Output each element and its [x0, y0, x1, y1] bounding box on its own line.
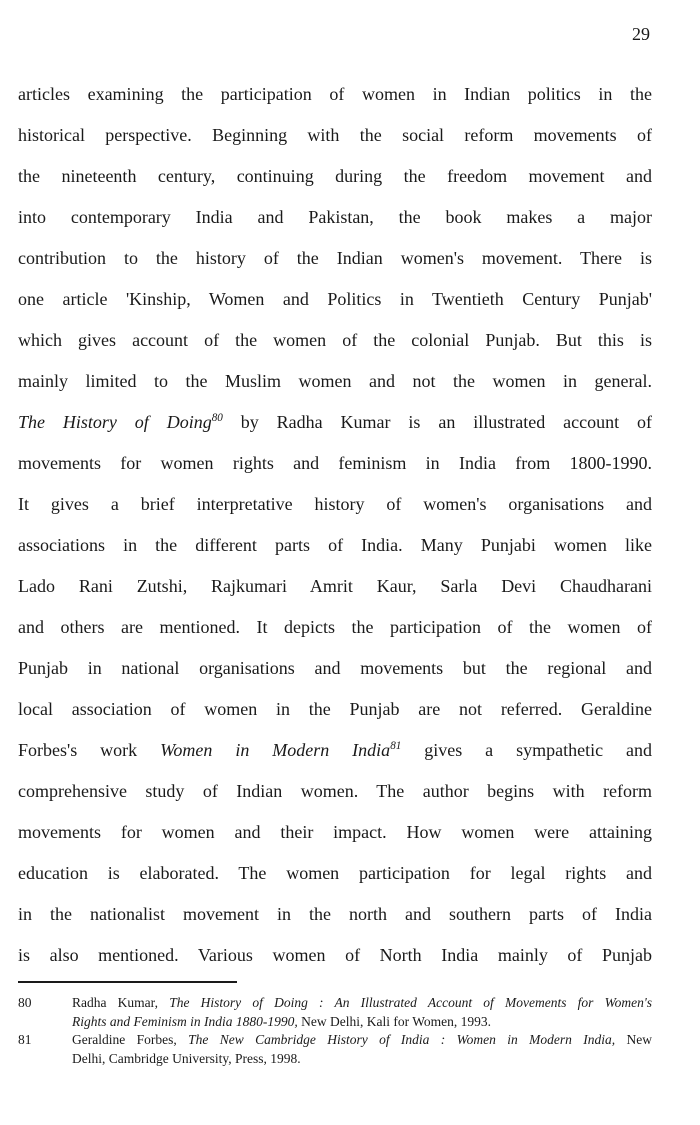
text-segment: mainly limited to the Muslim women and not the women in general.: [18, 371, 652, 391]
footnote-text: [72, 1031, 652, 1068]
text-line: [18, 115, 652, 156]
footnote: [18, 994, 652, 1031]
book-title: Rights and Feminism in India 1880-1990,: [72, 1013, 298, 1029]
text-line: [18, 156, 652, 197]
text-line: [18, 484, 652, 525]
footnote-number: 81: [18, 1032, 32, 1047]
text-segment: historical perspective. Beginning with the social reform movements of: [18, 125, 652, 145]
text-segment: Delhi, Cambridge University, Press, 1998.: [72, 1050, 301, 1066]
footnote-line: [72, 1031, 652, 1050]
text-segment: associations in the different parts of India. Many Punjabi women like: [18, 535, 652, 555]
footnote-line: [72, 1050, 652, 1069]
text-segment: in the nationalist movement in the north and southern parts of India: [18, 904, 652, 924]
text-segment: New: [615, 1032, 652, 1047]
text-segment: Punjab in national organisations and movements but the regional and: [18, 658, 652, 678]
text-segment: Forbes's work: [18, 740, 161, 760]
text-segment: the nineteenth century, continuing during the freedom movement and: [18, 166, 652, 186]
text-line: [18, 566, 652, 607]
book-title: Women in Modern India: [160, 740, 391, 760]
text-line: [18, 74, 652, 115]
text-line: [18, 402, 652, 443]
body-text: [18, 74, 652, 976]
text-line: [18, 443, 652, 484]
footnote-line: [72, 1013, 652, 1032]
footnote-text: [72, 994, 652, 1031]
text-line: [18, 894, 652, 935]
text-segment: local association of women in the Punjab are not referred. Geraldine: [18, 699, 652, 719]
text-segment: contribution to the history of the Indian women's movement. There is: [18, 248, 652, 268]
text-line: [18, 197, 652, 238]
text-segment: movements for women rights and feminism in India from 1800-1990.: [18, 453, 652, 473]
text-line: [18, 689, 652, 730]
text-line: [18, 525, 652, 566]
text-line: [18, 853, 652, 894]
footnote-line: [72, 994, 652, 1013]
text-segment: articles examining the participation of women in Indian politics in the: [18, 84, 652, 104]
text-segment: It gives a brief interpretative history of women's organisations and: [18, 494, 652, 514]
footnote-marker: 81: [390, 740, 402, 752]
book-title: The History of Doing: [18, 412, 212, 432]
text-line: [18, 648, 652, 689]
footnote: [18, 1031, 652, 1068]
text-line: [18, 279, 652, 320]
text-segment: movements for women and their impact. How women were attaining: [18, 822, 652, 842]
page-number: 29: [632, 24, 650, 44]
text-line: [18, 935, 652, 976]
footnote-separator: [18, 981, 237, 983]
text-segment: Geraldine Forbes,: [72, 1032, 189, 1047]
text-segment: gives a sympathetic and: [401, 740, 652, 760]
text-segment: Lado Rani Zutshi, Rajkumari Amrit Kaur, Sarla Devi Chaudharani: [18, 576, 652, 596]
text-line: [18, 730, 652, 771]
footnote-marker: 80: [211, 412, 223, 424]
book-title: The New Cambridge History of India : Women in Modern India,: [188, 1032, 616, 1047]
text-segment: by Radha Kumar is an illustrated account of: [222, 412, 652, 432]
text-segment: into contemporary India and Pakistan, the book makes a major: [18, 207, 652, 227]
text-segment: New Delhi, Kali for Women, 1993.: [297, 1013, 492, 1029]
footnotes-section: [18, 994, 652, 1068]
text-segment: and others are mentioned. It depicts the participation of the women of: [18, 617, 652, 637]
text-line: [18, 607, 652, 648]
text-line: [18, 361, 652, 402]
text-segment: Radha Kumar,: [72, 995, 170, 1010]
text-segment: which gives account of the women of the colonial Punjab. But this is: [18, 330, 652, 350]
text-line: [18, 812, 652, 853]
footnote-number: 80: [18, 995, 32, 1010]
text-segment: one article 'Kinship, Women and Politics in Twentieth Century Punjab': [18, 289, 652, 309]
book-title: The History of Doing : An Illustrated Account of Movements for Women's: [169, 995, 653, 1010]
text-segment: is also mentioned. Various women of North India mainly of Punjab: [18, 945, 652, 965]
text-segment: education is elaborated. The women participation for legal rights and: [18, 863, 652, 883]
text-segment: comprehensive study of Indian women. The author begins with reform: [18, 781, 652, 801]
text-line: [18, 771, 652, 812]
text-line: [18, 238, 652, 279]
text-line: [18, 320, 652, 361]
